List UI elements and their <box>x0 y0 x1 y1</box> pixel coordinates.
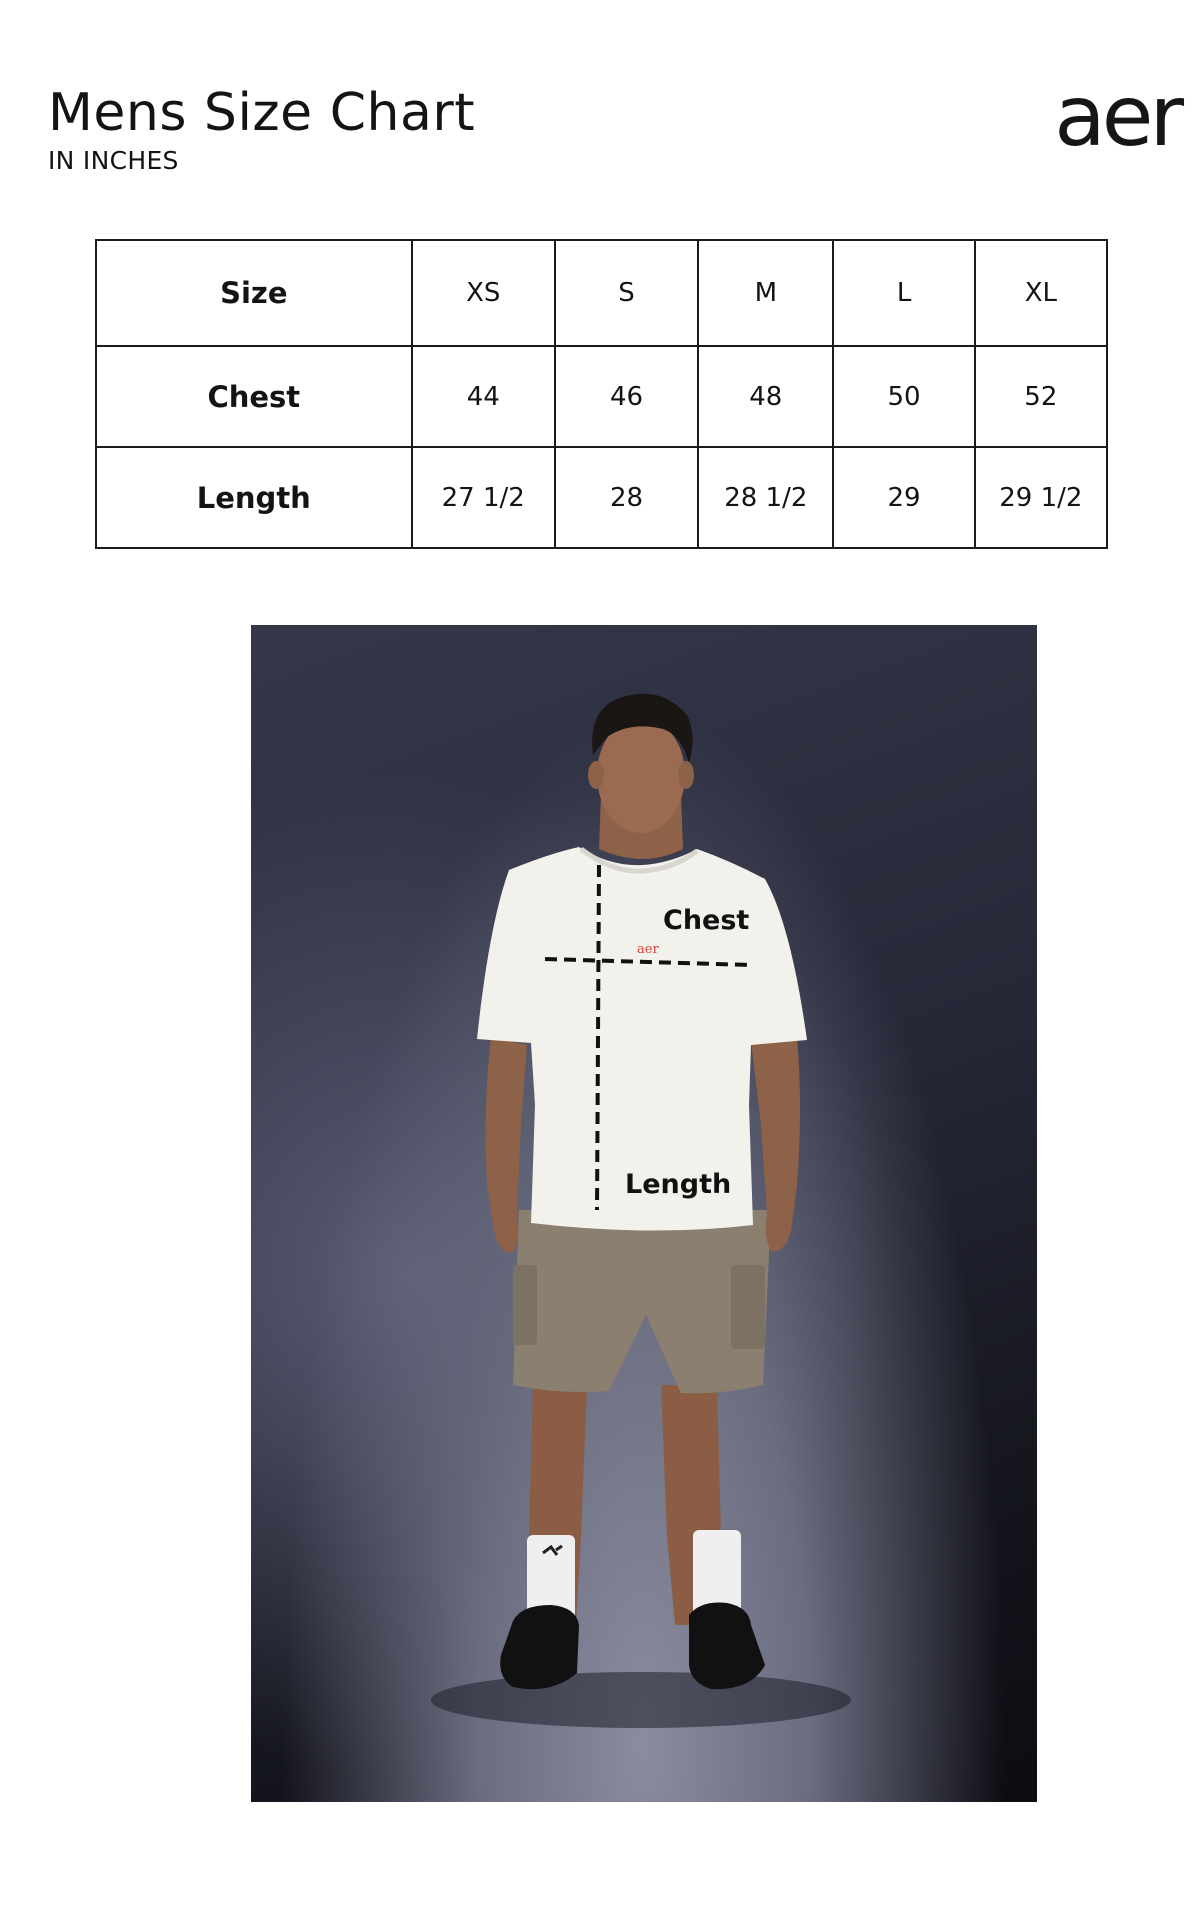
length-cell-l: 29 <box>833 447 974 548</box>
length-cell-xl: 29 1/2 <box>975 447 1107 548</box>
units-subtitle: IN INCHES <box>48 146 179 175</box>
length-cell-s: 28 <box>555 447 698 548</box>
chest-cell-xs: 44 <box>412 346 555 447</box>
size-cell-xl: XL <box>975 240 1107 346</box>
right-ear <box>678 761 694 789</box>
row-header-size: Size <box>96 240 412 346</box>
floor-shadow <box>431 1672 851 1728</box>
chest-label: Chest <box>663 905 750 936</box>
chest-cell-l: 50 <box>833 346 974 447</box>
table-row-size <box>96 240 1107 346</box>
length-cell-m: 28 1/2 <box>698 447 833 548</box>
size-cell-s: S <box>555 240 698 346</box>
chest-cell-m: 48 <box>698 346 833 447</box>
shirt-logo: aer <box>637 942 659 957</box>
size-table <box>95 239 1108 549</box>
chest-cell-s: 46 <box>555 346 698 447</box>
cargo-pocket-left <box>513 1265 537 1345</box>
right-shoe <box>689 1603 765 1690</box>
model-illustration <box>251 625 1037 1802</box>
left-ear <box>588 761 604 789</box>
size-cell-xs: XS <box>412 240 555 346</box>
model-photo <box>251 625 1037 1802</box>
left-shoe <box>500 1605 579 1689</box>
length-label: Length <box>625 1169 732 1200</box>
page-title: Mens Size Chart <box>48 83 476 143</box>
table-row-length <box>96 447 1107 548</box>
row-header-chest: Chest <box>96 346 412 447</box>
table-row-chest <box>96 346 1107 447</box>
length-cell-xs: 27 1/2 <box>412 447 555 548</box>
chest-cell-xl: 52 <box>975 346 1107 447</box>
brand-logo: aer <box>1054 67 1180 165</box>
cargo-pocket-right <box>731 1265 765 1349</box>
row-header-length: Length <box>96 447 412 548</box>
size-cell-m: M <box>698 240 833 346</box>
size-cell-l: L <box>833 240 974 346</box>
